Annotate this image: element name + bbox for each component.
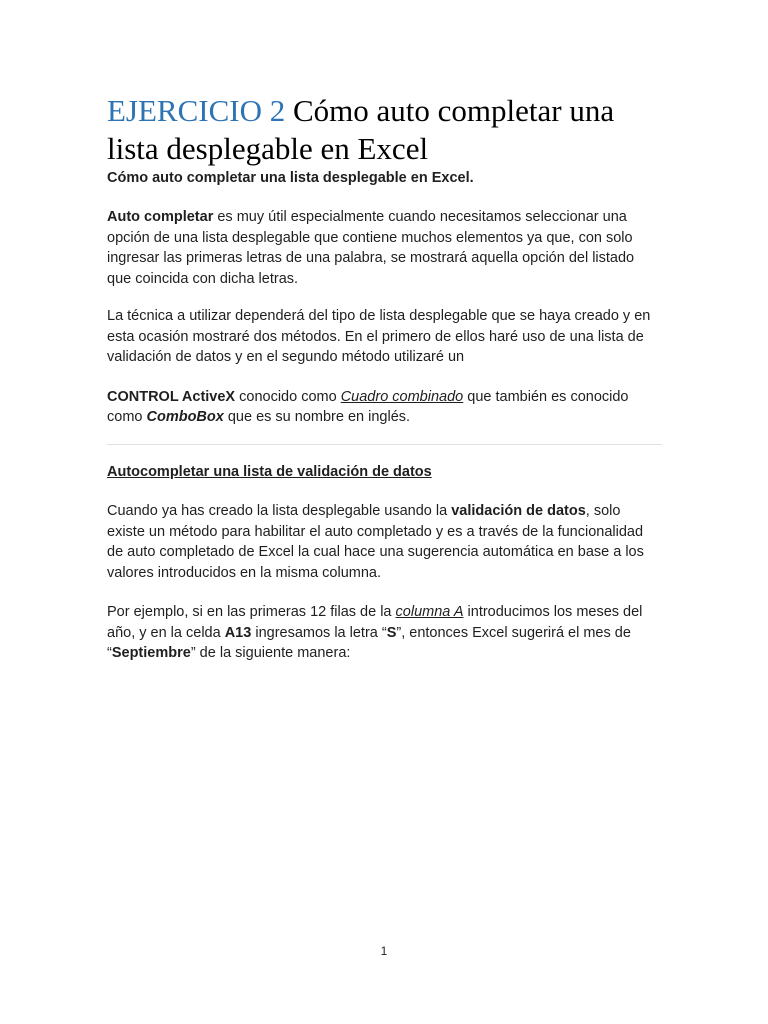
document-page [107, 92, 662, 664]
bold-term: CONTROL ActiveX [107, 388, 236, 405]
bold-letter: S [386, 624, 397, 641]
cell-reference: A13 [224, 624, 252, 641]
paragraph-5 [107, 602, 662, 664]
paragraph-text: que también es conocido como [107, 388, 629, 425]
bold-term: Auto completar [107, 209, 214, 225]
paragraph-text: introducimos los meses del año, y en la celda [107, 604, 643, 641]
underlined-term-link[interactable]: Cuadro combinado [340, 388, 464, 405]
paragraph-4 [107, 501, 662, 583]
paragraph-3 [107, 387, 662, 428]
bold-italic-term: ComboBox [146, 409, 224, 425]
bold-month: Septiembre [111, 645, 191, 661]
paragraph-text: ” de la siguiente manera: [190, 645, 351, 661]
page-number: 1 [380, 944, 388, 958]
paragraph-1 [107, 207, 662, 289]
paragraph-2: La técnica a utilizar dependerá del tipo de lista desplegable que se haya creado y en esta ocasión mostraré dos métodos. En el primero de ellos haré uso de una lista de validación de datos y en el segundo método utilizaré un [107, 308, 651, 365]
subtitle: Cómo auto completar una lista desplegable en Excel. [107, 170, 474, 186]
exercise-number: EJERCICIO 2 [107, 93, 286, 128]
paragraph-text: es muy útil especialmente cuando necesitamos seleccionar una opción de una lista desplegable que contiene muchos elementos ya que, con solo ingresar las primeras letras de una palabra, se mostrará aquella opción del listado que coincida con dicha letras. [107, 209, 635, 287]
paragraph-text: ”, entonces Excel sugerirá el mes de “ [107, 624, 631, 661]
divider [107, 444, 662, 445]
title-text: Cómo auto completar una lista desplegable en Excel [107, 93, 615, 166]
paragraph-text: conocido como [235, 388, 341, 405]
paragraph-text: Cuando ya has creado la lista desplegable usando la [107, 503, 452, 519]
paragraph-text: , solo existe un método para habilitar el auto completado y es a través de la funcionalidad de auto completado de Excel la cual hace una sugerencia automática en base a los valores introducidos en la misma columna. [107, 503, 644, 581]
underlined-term-link[interactable]: columna A [395, 604, 464, 620]
page-title [107, 92, 662, 168]
paragraph-text: ingresamos la letra “ [251, 624, 387, 641]
paragraph-text: que es su nombre en inglés. [223, 409, 411, 425]
paragraph-text: Por ejemplo, si en las primeras 12 filas de la [107, 604, 396, 620]
bold-term: validación de datos [451, 503, 586, 519]
section-heading: Autocompletar una lista de validación de datos [107, 463, 432, 480]
